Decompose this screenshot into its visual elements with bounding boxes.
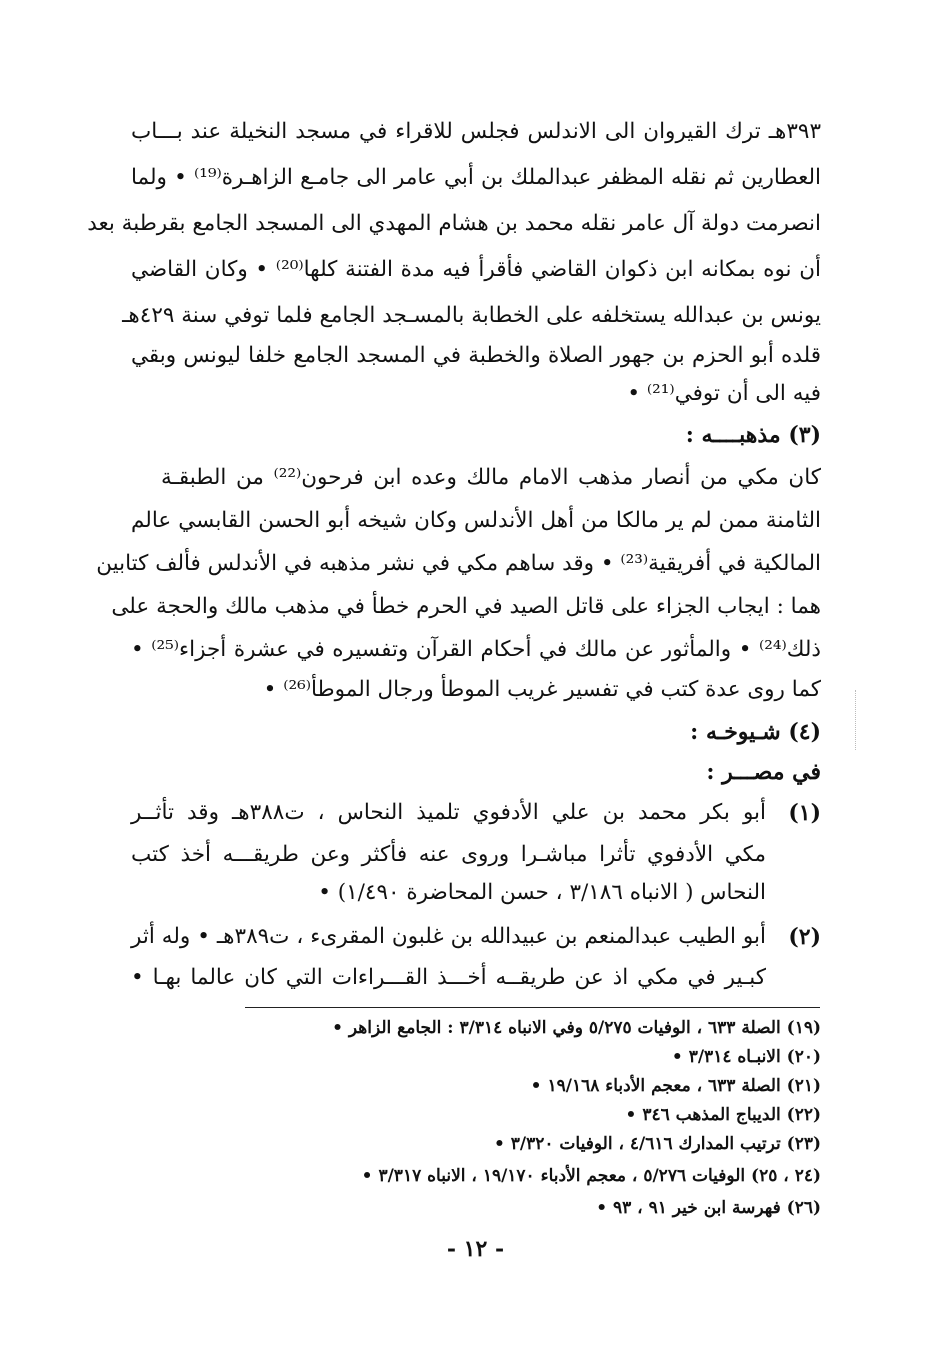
footnote: (٢٠) الانبـاه ٣/٣١٤ • bbox=[671, 1047, 821, 1067]
section-heading-shuyukh: (٤) شـيوخـه : bbox=[690, 719, 821, 745]
footnote: (٢٦) فهرسة ابن خير ٩١ ، ٩٣ • bbox=[596, 1198, 821, 1218]
footnote: (٢٢) الديباج المذهب ٣٤٦ • bbox=[625, 1105, 821, 1125]
page-number: - ١٢ - bbox=[446, 1236, 505, 1262]
footnote: (١٩) الصلة ٦٣٣ ، الوفيات ٥/٢٧٥ وفي الانباه ٣/٣١٤ : الجامع الزاهر • bbox=[332, 1018, 821, 1038]
footnote: (٢١) الصلة ٦٣٣ ، معجم الأدباء ١٩/١٦٨ • bbox=[530, 1076, 821, 1096]
footnote-separator bbox=[245, 1007, 820, 1008]
paragraph-line: العطارين ثم نقله المظفر عبدالملك بن أبي عامر الى جامـع الزاهـرة⁽¹⁹⁾ • ولما bbox=[131, 165, 822, 190]
paragraph-line: يونس بن عبدالله يستخلفه على الخطابة بالمسـجد الجامع فلما توفي سنة ٤٢٩هـ bbox=[122, 303, 821, 328]
list-item-line: أبو الطيب عبدالمنعم بن عبيدالله بن غلبون المقرىء ، ت٣٨٩هـ • وله أثر bbox=[131, 924, 766, 949]
paragraph-line: كما روى عدة كتب في تفسير غريب الموطأ ورجال الموطأ⁽²⁶⁾ • bbox=[263, 677, 821, 702]
paragraph-line: ذلك⁽²⁴⁾ • والمأثور عن مالك في أحكام القرآن وتفسيره في عشرة أجزاء⁽²⁵⁾ • bbox=[131, 637, 822, 662]
paragraph-line: المالكية في أفريقية⁽²³⁾ • وقد ساهم مكي في نشر مذهبه في الأندلس فألف كتابين bbox=[96, 551, 821, 576]
paragraph-line: قلده أبو الحزم بن جهور الصلاة والخطبة في المسجد الجامع خلفا ليونس وبقي bbox=[131, 343, 821, 368]
list-item-number: (١) bbox=[788, 800, 821, 826]
footnote: (٢٣) ترتيب المدارك ٤/٦١٦ ، الوفيات ٣/٣٢٠ • bbox=[493, 1134, 821, 1154]
paragraph-line: هما : ايجاب الجزاء على قاتل الصيد في الحرم خطأ في مذهب مالك والحجة على bbox=[111, 594, 821, 619]
paragraph-line: انصرمت دولة آل عامر نقله محمد بن هشام المهدي الى المسجد الجامع بقرطبة بعد bbox=[87, 211, 821, 236]
margin-scan-mark bbox=[855, 690, 857, 750]
list-item-line: كبـير في مكي اذ عن طريقــه أخـــذ القـــراءات التي كان عالما بهـا • bbox=[131, 965, 766, 990]
subheading-misr: في مصـــر : bbox=[706, 759, 821, 785]
list-item-line: أبو بكر محمد بن علي الأدفوي تلميذ النحاس ، ت٣٨٨هـ وقد تأثــر bbox=[131, 800, 767, 825]
list-item-line: مكي الأدفوي تأثرا مباشـرا وروى عنه فأكثر وعن طريقـــه أخذ كتب bbox=[131, 842, 766, 867]
list-item-line: النحاس ( الانباه ٣/١٨٦ ، حسن المحاضرة ١/٤٩٠) • bbox=[318, 880, 766, 905]
list-item-number: (٢) bbox=[788, 924, 821, 950]
section-heading-madhhab: (٣) مذهبــــه : bbox=[685, 422, 821, 448]
paragraph-line: ٣٩٣هـ ترك القيروان الى الاندلس فجلس للاقراء في مسجد النخيلة عند بـــاب bbox=[131, 119, 821, 144]
paragraph-line: كان مكي من أنصار مذهب الامام مالك وعده ابن فرحون⁽²²⁾ من الطبقـة bbox=[161, 465, 822, 490]
paragraph-line: أن نوه بمكانه ابن ذكوان القاضي فأقرأ فيه مدة الفتنة كلها⁽²⁰⁾ • وكان القاضي bbox=[131, 257, 821, 282]
paragraph-line: فيه الى أن توفي⁽²¹⁾ • bbox=[627, 381, 821, 406]
footnote: (٢٤ ، ٢٥) الوفيات ٥/٢٧٦ ، معجم الأدباء ١٩/١٧٠ ، الانباه ٣/٣١٧ • bbox=[361, 1166, 821, 1186]
paragraph-line: الثامنة ممن لم ير مالكا من أهل الأندلس وكان شيخه أبو الحسن القابسي عالم bbox=[131, 508, 821, 533]
